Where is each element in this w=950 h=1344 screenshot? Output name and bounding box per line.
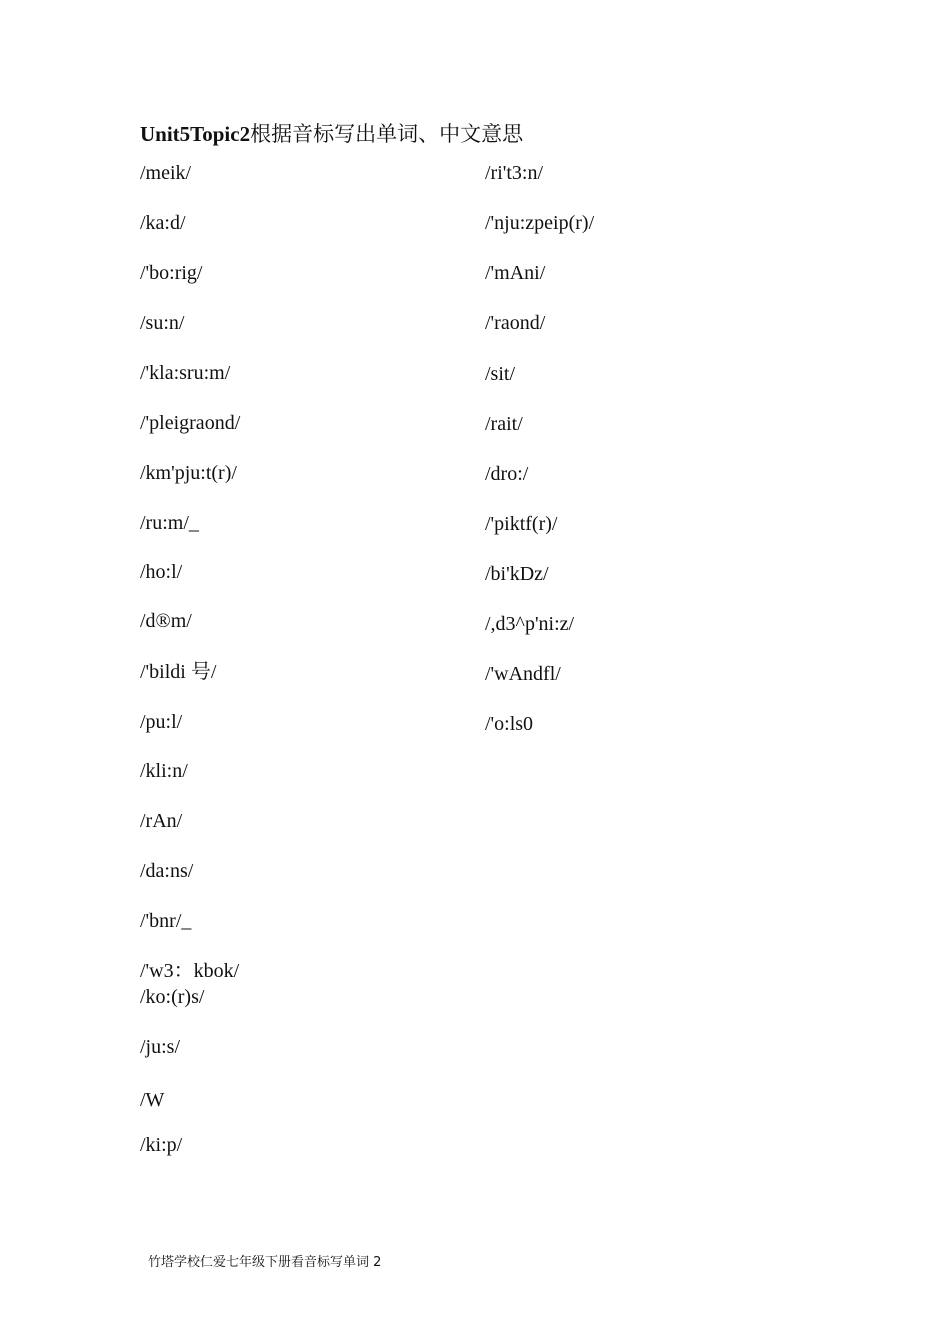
phonetic-entry: /'wAndfl/	[485, 663, 561, 685]
phonetic-entry: /meik/	[140, 162, 192, 184]
phonetic-entry: /bi'kDz/	[485, 563, 549, 585]
page-footer: 竹塔学校仁爱七年级下册看音标写单词 2	[148, 1255, 382, 1270]
phonetic-entry: /ho:l/	[140, 561, 183, 583]
phonetic-entry: /ru:m/_	[140, 512, 199, 534]
phonetic-entry: /'piktf(r)/	[485, 513, 558, 535]
phonetic-entry: /'mAni/	[485, 262, 546, 284]
phonetic-entry: /sit/	[485, 363, 516, 385]
phonetic-entry: /'w3：kbok/	[140, 960, 240, 982]
phonetic-entry: /ri't3:n/	[485, 162, 544, 184]
phonetic-entry: /da:ns/	[140, 860, 194, 882]
phonetic-entry: /'kla:sru:m/	[140, 362, 231, 384]
phonetic-entry: /rAn/	[140, 810, 183, 832]
document-title	[140, 121, 523, 147]
phonetic-entry: /ki:p/	[140, 1134, 183, 1156]
phonetic-entry: /'bildi 号/	[140, 661, 217, 683]
phonetic-entry: /kli:n/	[140, 760, 188, 782]
phonetic-entry: /rait/	[485, 413, 523, 435]
phonetic-entry: /ju:s/	[140, 1036, 181, 1058]
phonetic-entry: /ko:(r)s/	[140, 986, 205, 1008]
phonetic-entry: /'bo:rig/	[140, 262, 203, 284]
phonetic-entry: /km'pju:t(r)/	[140, 462, 237, 484]
phonetic-entry: /dro:/	[485, 463, 529, 485]
phonetic-entry: /d®m/	[140, 610, 192, 632]
phonetic-entry: /'raond/	[485, 312, 546, 334]
title-instruction: 根据音标写出单词、中文意思	[250, 122, 524, 146]
phonetic-entry: /W	[140, 1089, 165, 1111]
phonetic-entry: /ka:d/	[140, 212, 186, 234]
phonetic-entry: /'pleigraond/	[140, 412, 241, 434]
phonetic-entry: /,d3^p'ni:z/	[485, 613, 575, 635]
phonetic-entry: /su:n/	[140, 312, 185, 334]
unit-topic-code: Unit5Topic2	[140, 122, 251, 146]
phonetic-entry: /'bnr/_	[140, 910, 192, 932]
phonetic-entry: /'nju:zpeip(r)/	[485, 212, 595, 234]
phonetic-entry: /pu:l/	[140, 711, 183, 733]
phonetic-entry: /'o:ls0	[485, 713, 534, 735]
